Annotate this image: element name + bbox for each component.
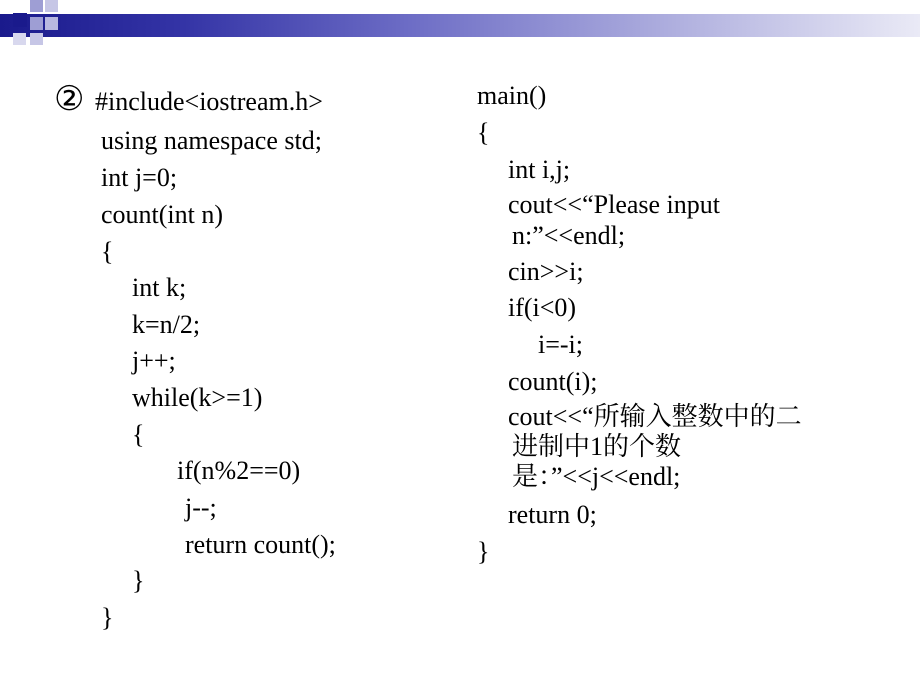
code-line: return count();: [185, 530, 336, 559]
deco-square-light-3: [30, 17, 43, 30]
code-line: }: [477, 537, 490, 566]
deco-square-light-4: [45, 17, 58, 30]
code-line: cout<<“所输入整数中的二: [508, 402, 802, 431]
code-line: while(k>=1): [132, 383, 263, 412]
code-line: j--;: [185, 493, 217, 522]
code-line: i=-i;: [538, 330, 583, 359]
code-line: int k;: [132, 273, 187, 302]
code-line: 进制中1的个数: [512, 432, 682, 461]
code-line: }: [101, 603, 114, 632]
item-marker: ②: [54, 79, 85, 119]
deco-square-light-1: [30, 0, 43, 12]
deco-square-light-5: [30, 33, 43, 45]
code-line: cout<<“Please input: [508, 190, 720, 219]
code-line: 是：”<<j<<endl;: [512, 462, 681, 491]
code-line: if(i<0): [508, 293, 577, 322]
code-line: #include<iostream.h>: [95, 87, 323, 116]
code-line: j++;: [132, 346, 176, 375]
code-line: using namespace std;: [101, 126, 322, 155]
deco-square-light-6: [13, 33, 26, 45]
code-line: if(n%2==0): [177, 456, 301, 485]
code-line: }: [132, 566, 145, 595]
code-line: int j=0;: [101, 163, 178, 192]
code-line: int i,j;: [508, 155, 571, 184]
code-line: cin>>i;: [508, 257, 584, 286]
code-line: count(i);: [508, 367, 598, 396]
code-line: count(int n): [101, 200, 224, 229]
deco-square-dark: [13, 13, 27, 27]
code-line: return 0;: [508, 500, 597, 529]
code-line: {: [101, 237, 114, 266]
code-line: k=n/2;: [132, 310, 201, 339]
code-line: {: [132, 420, 145, 449]
code-line: main(): [477, 81, 547, 110]
code-line: n:”<<endl;: [512, 221, 626, 250]
deco-square-light-2: [45, 0, 58, 12]
code-line: {: [477, 118, 490, 147]
header-bar: [0, 14, 920, 37]
